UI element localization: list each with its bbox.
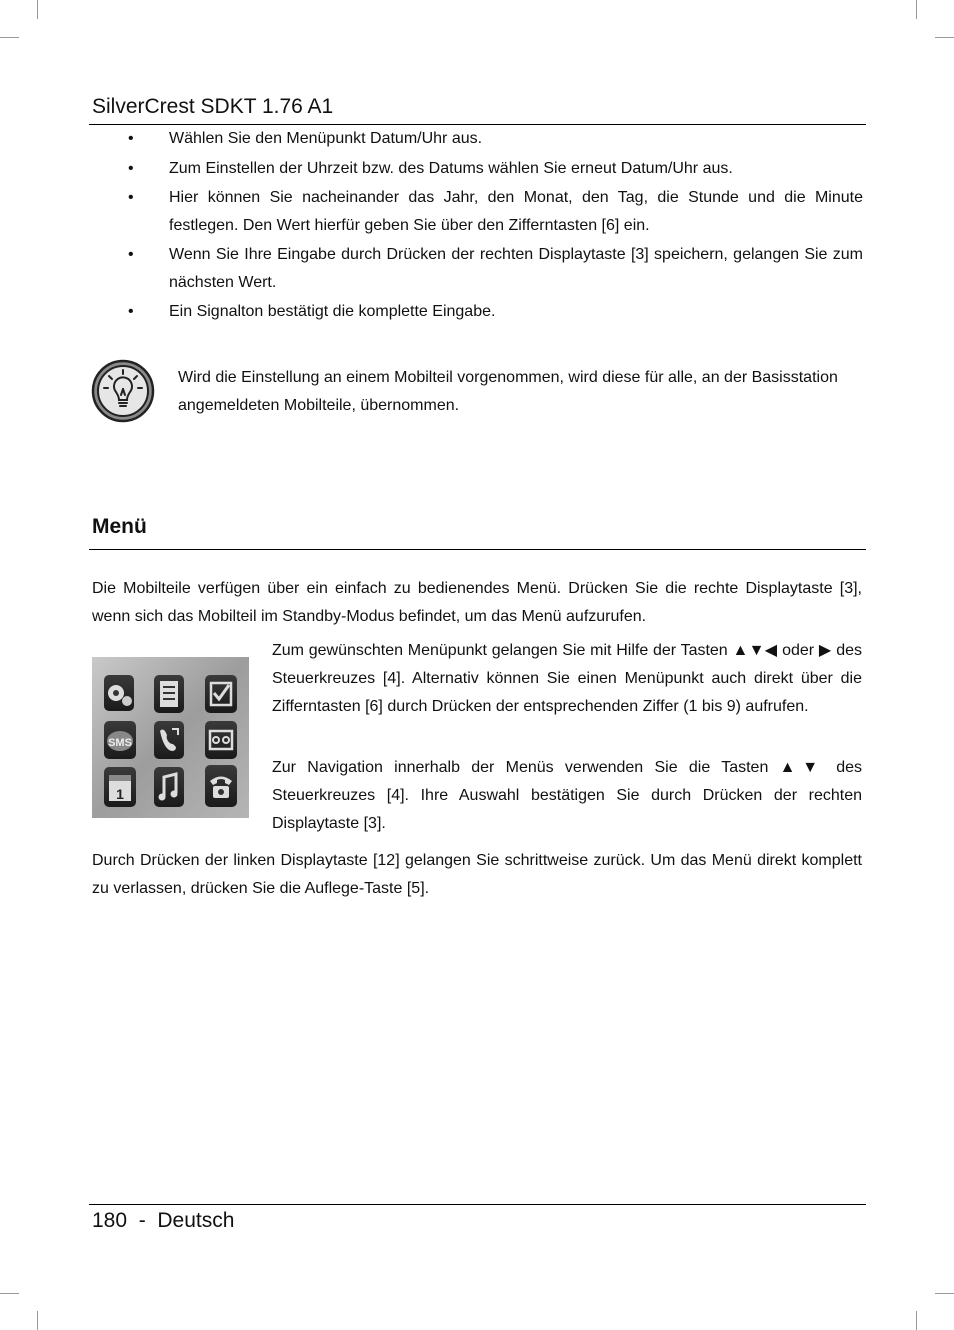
sms-icon xyxy=(104,721,136,759)
section-rule xyxy=(89,549,866,550)
bullet-marker: • xyxy=(128,189,134,206)
crop-mark xyxy=(916,1311,917,1330)
gear-icon xyxy=(104,675,134,711)
crop-mark xyxy=(37,0,38,19)
crop-mark xyxy=(37,1311,38,1330)
list-item-text: Ein Signalton bestätigt die komplette Eingabe. xyxy=(169,303,496,320)
list-item xyxy=(128,125,863,153)
paragraph-navigation-keys: Zum gewünschten Menüpunkt gelangen Sie mit Hilfe der Tasten ▲▼◀ oder ▶ des Steuerkreuzes [4]. Alternativ können Sie einen Menüpunkt auch direkt über die Zifferntasten [6] durch Drücken der entsprechenden Ziffer (1 bis 9) aufrufen. xyxy=(272,642,862,715)
page-number: 180 xyxy=(92,1209,128,1232)
section-title: Menü xyxy=(92,515,147,538)
calendar-icon xyxy=(104,767,136,807)
paragraph-intro: Die Mobilteile verfügen über ein einfach zu bedienendes Menü. Drücken Sie die rechte Displaytaste [3], wenn sich das Mobilteil im Standby-Modus befindet, um das Menü aufzurufen. xyxy=(92,580,862,625)
list-item-text: Zum Einstellen der Uhrzeit bzw. des Datums wählen Sie erneut Datum/Uhr aus. xyxy=(169,159,733,177)
bullet-list xyxy=(128,125,863,328)
crop-mark xyxy=(935,1293,954,1294)
bullet-marker: • xyxy=(128,246,134,263)
list-item xyxy=(128,155,863,183)
voicemail-icon xyxy=(205,721,237,759)
footer xyxy=(92,1209,234,1233)
checkbox-icon xyxy=(205,675,237,713)
crop-mark xyxy=(916,0,917,19)
list-item xyxy=(128,241,863,296)
list-item-text: Hier können Sie nacheinander das Jahr, den Monat, den Tag, die Stunde und die Minute festlegen. Den Wert hierfür geben Sie über den Zifferntasten [6] ein. xyxy=(169,189,863,234)
footer-separator: - xyxy=(138,1209,146,1232)
crop-mark xyxy=(0,37,19,38)
call-list-icon xyxy=(154,721,184,759)
bullet-marker: • xyxy=(128,159,134,177)
sms-label: SMS xyxy=(108,737,132,749)
list-item-text: Wenn Sie Ihre Eingabe durch Drücken der rechten Displaytaste [3] speichern, gelangen Sie zum nächsten Wert. xyxy=(169,246,863,291)
crop-mark xyxy=(0,1293,19,1294)
music-icon xyxy=(154,767,184,807)
menu-screenshot xyxy=(92,657,249,818)
calendar-day-label: 1 xyxy=(116,786,124,802)
footer-rule xyxy=(89,1204,866,1205)
bullet-marker: • xyxy=(128,130,134,147)
list-item xyxy=(128,298,863,326)
bullet-marker: • xyxy=(128,303,134,320)
list-item-text: Wählen Sie den Menüpunkt Datum/Uhr aus. xyxy=(169,130,483,147)
header-title: SilverCrest SDKT 1.76 A1 xyxy=(92,95,334,118)
crop-mark xyxy=(935,37,954,38)
list-item xyxy=(128,184,863,239)
paragraph-back: Durch Drücken der linken Displaytaste [12] gelangen Sie schrittweise zurück. Um das Menü direkt komplett zu verlassen, drücken Sie die Auflege-Taste [5]. xyxy=(92,852,862,897)
lightbulb-icon xyxy=(91,359,155,423)
phonebook-icon xyxy=(154,675,184,713)
paragraph-navigation-menus: Zur Navigation innerhalb der Menüs verwenden Sie die Tasten ▲▼ des Steuerkreuzes [4]. Ihre Auswahl bestätigen Sie durch Drücken der rechten Displaytaste [3]. xyxy=(272,759,862,832)
tip-text: Wird die Einstellung an einem Mobilteil vorgenommen, wird diese für alle, an der Basisstation angemeldeten Mobilteile, übernommen. xyxy=(178,369,838,414)
telephone-icon xyxy=(205,765,237,807)
footer-language: Deutsch xyxy=(157,1209,235,1232)
